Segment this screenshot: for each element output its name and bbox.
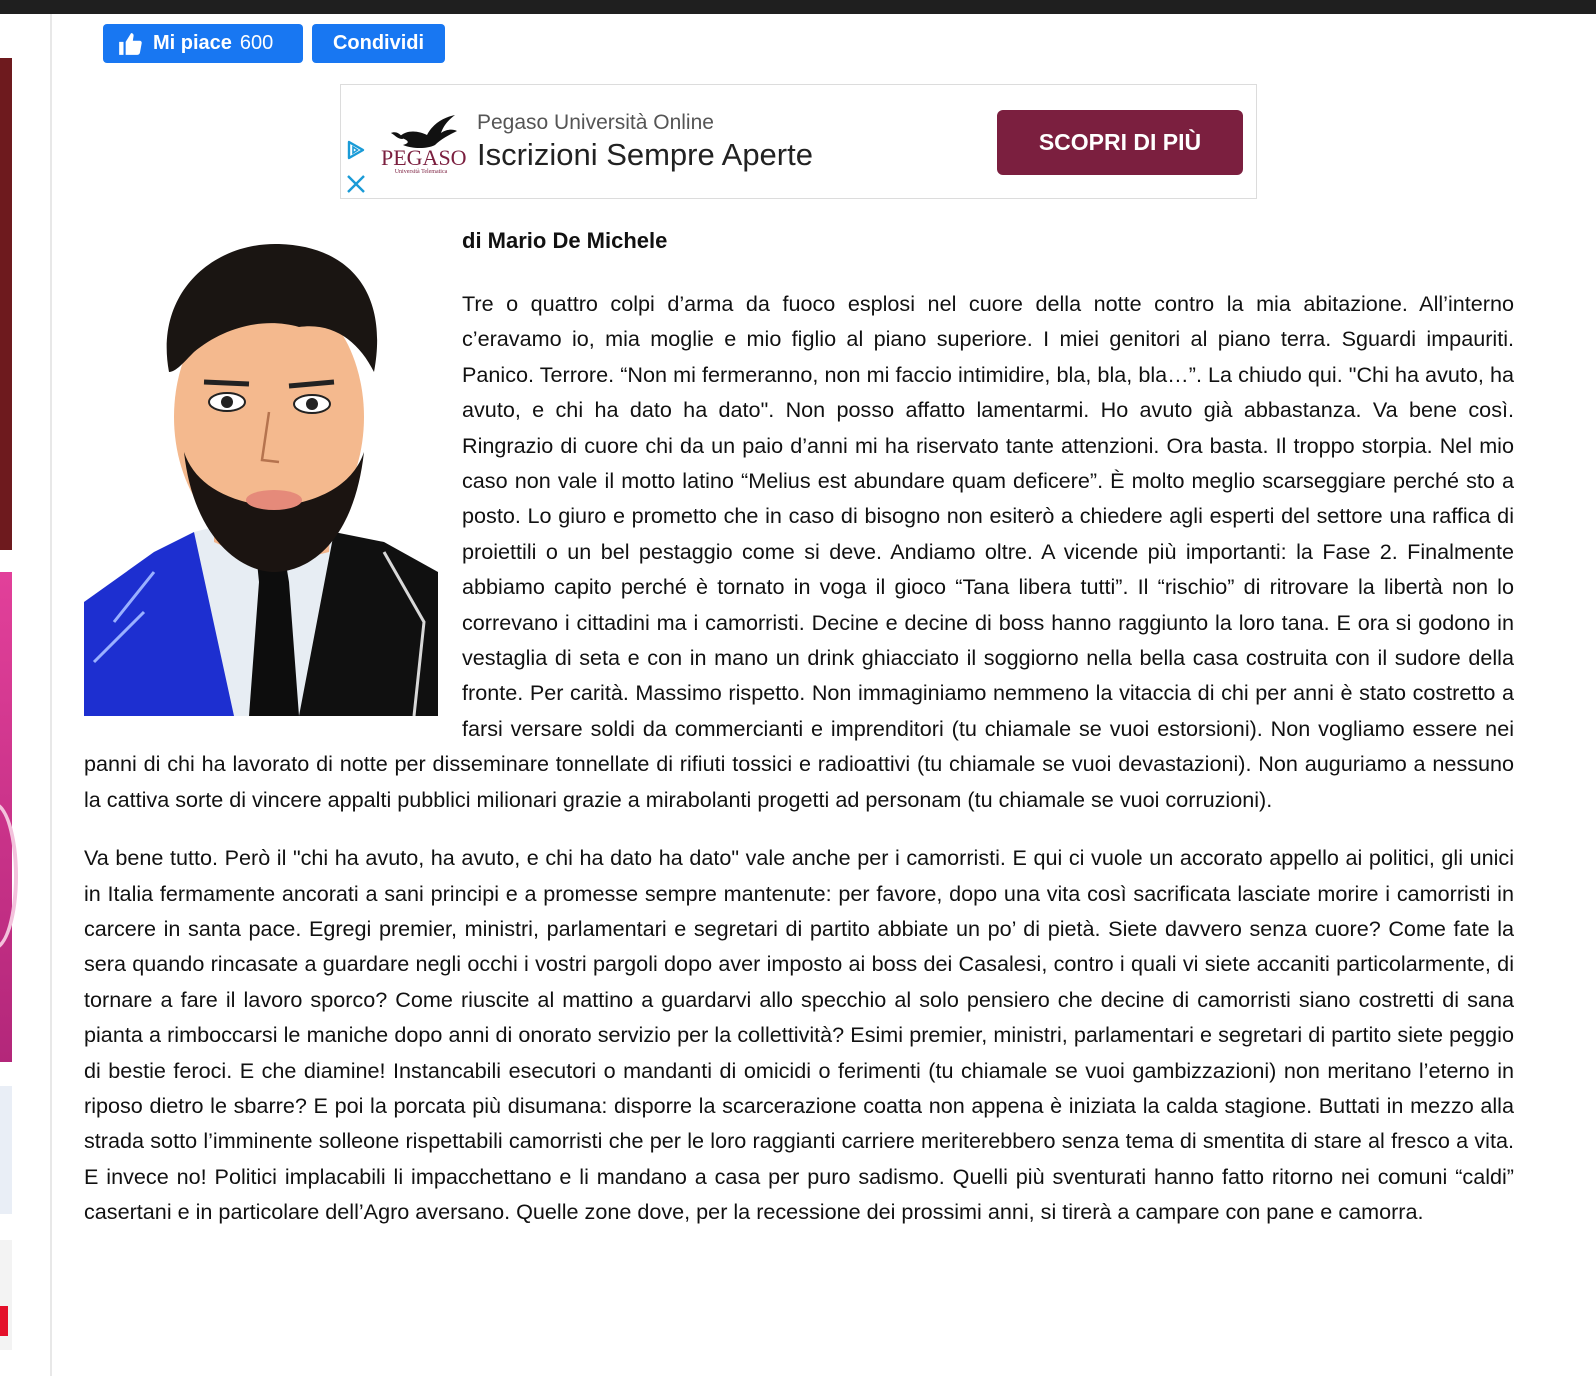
ad-sponsor[interactable]: Pegaso Università Online <box>477 111 714 134</box>
article-paragraph: Tre o quattro colpi d’arma da fuoco esplosi nel cuore della notte contro la mia abitazione. All’interno c’eravamo io, mia moglie e mio figlio al piano superiore. I miei genitori al piano terra. Sguardi impauriti. Panico. Terrore. “Non mi fermeranno, non mi faccio intimidire, bla, bla, bla…”. La chiudo qui. "Chi ha avuto, ha avuto, e chi ha dato ha dato". Non posso affatto lamentarmi. Ho avuto già abbastanza. Va bene così. Ringrazio di cuore chi da un paio d’anni mi ha riservato tante attenzioni. Ora basta. Il troppo storpia. Nel mio caso non vale il motto latino “Melius est abundare quam deficere”. È molto meglio scarseggiare perché sto a posto. Lo giuro e prometto che in caso di bisogno non esiterò a chiedere agli esperti del settore una raffica di proiettili o un bel pestaggio come si deve. Andiamo oltre. A vicende più importanti: la Fase 2. Finalmente abbiamo capito perché è tornato in voga il gioco “Tana libera tutti”. Il “rischio” di ritrovare la libertà non lo correvano i cittadini ma i camorristi. Decine e decine di boss hanno raggiunto la loro tana. E ora si godono in vestaglia di seta e con in mano un drink ghiacciato il soggiorno nella bella casa costruita con il sudore della fronte. Per carità. Massimo rispetto. Non immaginiamo nemmeno la vitaccia di chi per anni è stato costretto a farsi versare soldi da commercianti e imprenditori (tu chiamale se vuoi estorsioni). Non vogliamo essere nei panni di chi ha lavorato di notte per disseminare tonnellate di rifiuti tossici e radioattivi (tu chiamale se vuoi devastazioni). Non auguriamo a nessuno la cattiva sorte di vincere appalti pubblici milionari grazie a mirabolanti progetti ad personam (tu chiamale se vuoi corruzioni). <box>84 291 1514 812</box>
side-banner-segment <box>0 1086 12 1214</box>
ad-cta-button[interactable]: SCOPRI DI PIÙ <box>997 110 1243 175</box>
side-banner-mark <box>0 1306 8 1336</box>
article-body <box>84 222 1514 1230</box>
pegaso-logo-text: PEGASO <box>381 145 467 170</box>
left-side-banner[interactable] <box>0 14 52 1376</box>
like-count: 600 <box>239 32 274 54</box>
browser-top-bar <box>0 0 1596 14</box>
article-paragraph: Va bene tutto. Però il "chi ha avuto, ha avuto, e chi ha dato ha dato" vale anche per i camorristi. E qui ci vuole un accorato appello ai politici, gli unici in Italia fermamente ancorati a sani principi e a promesse sempre mantenute: per favore, dopo una vita così sacrificata lasciate morire i camorristi in carcere in santa pace. Egregi premier, ministri, parlamentari e segretari di partito abbiate un po’ di pietà. Siete davvero senza cuore? Come fate la sera quando rincasate a guardare negli occhi i vostri pargoli dopo aver imposto ai boss dei Casalesi, contro i quali vi siete accaniti particolarmente, di tornare a fare il lavoro sporco? Come riuscite al mattino a guardarvi allo specchio al solo pensiero che decine di camorristi siano costretti di sana pianta a rimboccarsi le maniche dopo anni di onorato servizio per la collettività? Esimi premier, ministri, parlamentari e segretari di partito siete peggio di bestie feroci. E che diamine! Instancabili esecutori o mandanti di omicidi o ferimenti (tu chiamale se vuoi gambizzazioni) non meritano l’eterno in riposo dietro le sbarre? E poi la porcata più disumana: disporre la scarcerazione coatta non appena è iniziata la calda stagione. Buttati in mezzo alla strada sotto l’imminente solleone rispettabili camorristi che per le loro raggianti carriere meriterebbero senza tema di smentita di stare al fresco a vita. E invece no! Politici implacabili li impacchettano e li mandano a casa per puro sadismo. Quelli più sventurati hanno fatto ritorno nei comuni “caldi” casertani e in particolare dell’Agro aversano. Quelle zone dove, per la recessione dei prossimi anni, si tirerà a campare con pane e camorra. <box>84 845 1514 1225</box>
adchoices-icon[interactable] <box>345 139 367 161</box>
pegaso-logo-subtext: Università Telematica <box>394 169 448 175</box>
share-label: Condividi <box>332 32 425 54</box>
author-portrait <box>84 222 438 716</box>
thumbs-up-icon <box>117 31 143 57</box>
facebook-like-button[interactable] <box>103 24 303 63</box>
article-author: di Mario De Michele <box>462 228 668 253</box>
side-banner-segment <box>0 58 12 550</box>
ad-headline[interactable]: Iscrizioni Sempre Aperte <box>477 137 813 172</box>
facebook-share-button[interactable] <box>312 24 445 63</box>
side-banner-segment <box>0 572 12 1062</box>
close-icon[interactable] <box>345 173 367 195</box>
advertisement-banner[interactable] <box>340 84 1257 199</box>
like-label: Mi piace <box>153 32 232 54</box>
